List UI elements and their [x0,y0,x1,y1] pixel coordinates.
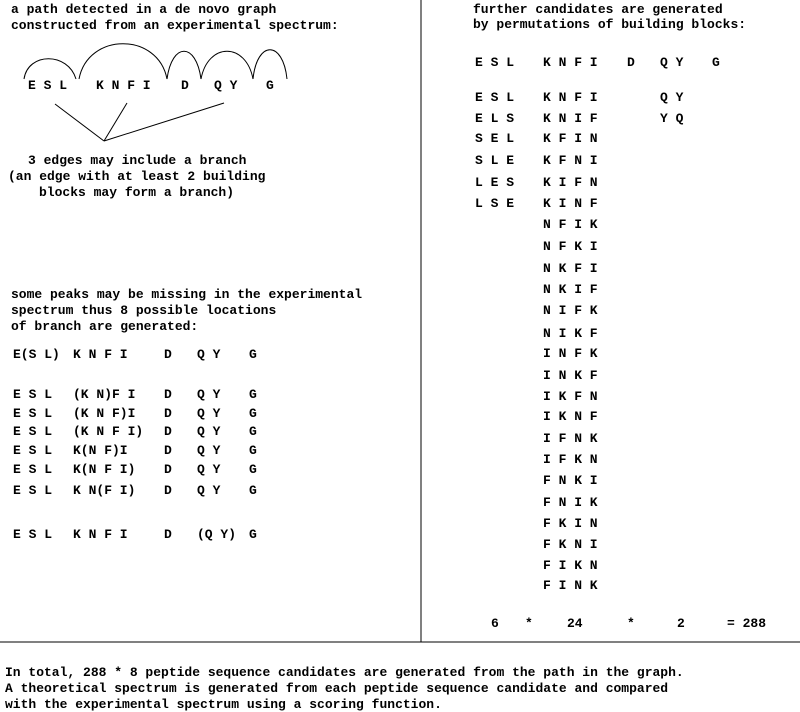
header-qy: Q Y [660,55,684,70]
permutation-intro-line-1: further candidates are generated [473,2,723,17]
knfi-permutation-16: I K N F [543,409,598,424]
branch-row-3-cell-4: Q Y [197,406,221,421]
branch-row-2-cell-1: E S L [13,387,53,402]
equation-knfi-count: 24 [567,616,583,631]
knfi-permutation-9: N K F I [543,261,598,276]
equation-total: = 288 [727,616,767,631]
branch-row-3-cell-1: E S L [13,406,53,421]
footer-line-2: A theoretical spectrum is generated from each peptide sequence candidate and compared [5,681,669,696]
knfi-permutation-8: N F K I [543,239,598,254]
esl-permutation-2: E L S [475,111,515,126]
header-knfi: K N F I [543,55,598,70]
knfi-permutation-6: K I N F [543,196,598,211]
knfi-permutation-7: N F I K [543,217,598,232]
branch-row-1-cell-4: Q Y [197,347,221,362]
knfi-permutation-22: F K N I [543,537,598,552]
footer-line-1: In total, 288 * 8 peptide sequence candidates are generated from the path in the graph. [5,665,684,680]
edge-arc-knfi [79,44,167,79]
branch-row-4-cell-5: G [249,424,257,439]
branch-row-2-cell-2: (K N)F I [73,387,136,402]
equation-qy-count: 2 [677,616,685,631]
knfi-permutation-10: N K I F [543,282,598,297]
branch-caption-line-3: blocks may form a branch) [39,185,235,200]
knfi-permutation-11: N I F K [543,303,598,318]
footer-line-3: with the experimental spectrum using a scoring function. [5,697,442,712]
esl-permutation-4: S L E [475,153,515,168]
branch-row-4-cell-1: E S L [13,424,53,439]
branch-row-8-cell-5: G [249,527,257,542]
qy-permutation-2: Y Q [660,111,684,126]
branch-row-1-cell-1: E(S L) [13,347,60,362]
branch-row-6-cell-5: G [249,462,257,477]
branch-row-5-cell-5: G [249,443,257,458]
branch-row-1-cell-3: D [164,347,172,362]
branch-row-5-cell-1: E S L [13,443,53,458]
branch-row-6-cell-1: E S L [13,462,53,477]
pointer-line-esl [55,104,104,141]
branch-row-6-cell-3: D [164,462,172,477]
token-esl: E S L [28,78,68,93]
branch-row-7-cell-5: G [249,483,257,498]
branch-row-3-cell-5: G [249,406,257,421]
branch-row-7-cell-2: K N(F I) [73,483,136,498]
knfi-permutation-12: N I K F [543,326,598,341]
edge-arc-g [253,50,287,79]
branch-row-5-cell-3: D [164,443,172,458]
token-qy: Q Y [214,78,238,93]
branch-row-3-cell-2: (K N F)I [73,406,136,421]
knfi-permutation-24: F I N K [543,578,598,593]
path-intro-line-1: a path detected in a de novo graph [11,2,277,17]
knfi-permutation-14: I N K F [543,368,598,383]
esl-permutation-6: L S E [475,196,515,211]
pointer-line-qy [104,103,224,141]
knfi-permutation-17: I F N K [543,431,598,446]
knfi-permutation-21: F K I N [543,516,598,531]
branch-row-4-cell-4: Q Y [197,424,221,439]
knfi-permutation-23: F I K N [543,558,598,573]
esl-permutation-1: E S L [475,90,515,105]
knfi-permutation-4: K F N I [543,153,598,168]
edge-arc-esl [24,59,76,79]
branch-row-4-cell-3: D [164,424,172,439]
knfi-permutation-1: K N F I [543,90,598,105]
knfi-permutation-5: K I F N [543,175,598,190]
missing-peaks-line-1: some peaks may be missing in the experimental [11,287,363,302]
knfi-permutation-15: I K F N [543,389,598,404]
knfi-permutation-18: I F K N [543,452,598,467]
branch-row-3-cell-3: D [164,406,172,421]
equation-times-2: * [627,616,635,631]
esl-permutation-3: S E L [475,131,515,146]
token-d: D [181,78,189,93]
branch-row-4-cell-2: (K N F I) [73,424,144,439]
missing-peaks-line-2: spectrum thus 8 possible locations [11,303,277,318]
qy-permutation-1: Q Y [660,90,684,105]
knfi-permutation-3: K F I N [543,131,598,146]
edge-arc-d [167,51,201,79]
knfi-permutation-13: I N F K [543,346,598,361]
knfi-permutation-20: F N I K [543,495,598,510]
branch-caption-line-1: 3 edges may include a branch [28,153,247,168]
branch-row-7-cell-1: E S L [13,483,53,498]
branch-row-6-cell-4: Q Y [197,462,221,477]
branch-row-8-cell-1: E S L [13,527,53,542]
header-d: D [627,55,635,70]
path-intro-line-2: constructed from an experimental spectrum: [11,18,339,33]
header-esl: E S L [475,55,515,70]
edge-arc-qy [201,51,253,79]
branch-row-2-cell-3: D [164,387,172,402]
branch-row-8-cell-4: (Q Y) [197,527,237,542]
branch-row-1-cell-2: K N F I [73,347,128,362]
branch-caption-line-2: (an edge with at least 2 building [8,169,266,184]
branch-row-6-cell-2: K(N F I) [73,462,136,477]
header-g: G [712,55,720,70]
missing-peaks-line-3: of branch are generated: [11,319,199,334]
branch-row-8-cell-2: K N F I [73,527,128,542]
knfi-permutation-19: F N K I [543,473,598,488]
branch-row-5-cell-4: Q Y [197,443,221,458]
esl-permutation-5: L E S [475,175,515,190]
branch-row-8-cell-3: D [164,527,172,542]
branch-row-5-cell-2: K(N F)I [73,443,128,458]
branch-row-2-cell-4: Q Y [197,387,221,402]
token-g: G [266,78,274,93]
equation-times-1: * [525,616,533,631]
branch-row-1-cell-5: G [249,347,257,362]
token-knfi: K N F I [96,78,151,93]
knfi-permutation-2: K N I F [543,111,598,126]
equation-esl-count: 6 [491,616,499,631]
branch-row-7-cell-3: D [164,483,172,498]
permutation-intro-line-2: by permutations of building blocks: [473,17,747,32]
branch-row-2-cell-5: G [249,387,257,402]
branch-row-7-cell-4: Q Y [197,483,221,498]
